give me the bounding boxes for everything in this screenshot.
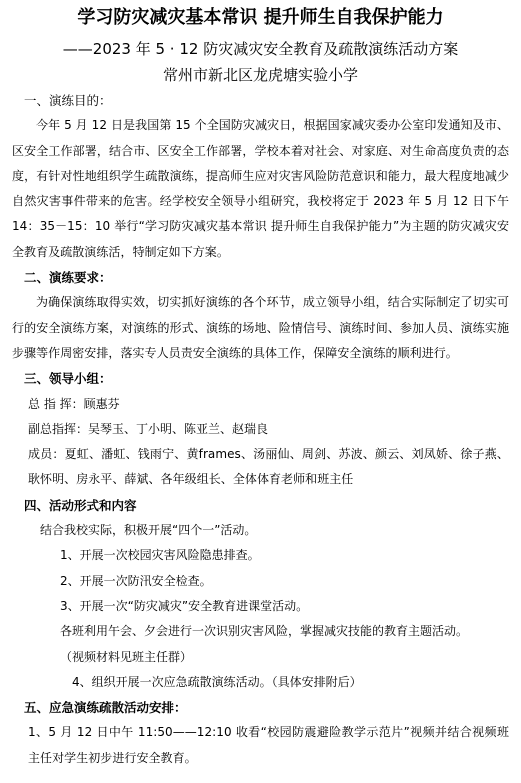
evacuation-paragraph: 1、5 月 12 日中午 11:50——12:10 收看“校园防震避险教学示范片”视频并结合视频班主任对学生初步进行安全教育。: [28, 725, 509, 765]
document-title: 学习防灾减灾基本常识 提升师生自我保护能力: [77, 7, 444, 28]
activities-intro: 结合我校实际，积极开展“四个一”活动。: [40, 523, 257, 538]
activity-item-2: 2、开展一次防汛安全检查。: [60, 573, 212, 588]
team-members: 成员：夏虹、潘虹、钱雨宁、黄frames、汤丽仙、周剑、苏波、颜云、刘凤娇、徐子燕、耿怀明、房永平、薛斌、各年级组长、全体体育老师和班主任: [28, 447, 509, 487]
section-heading-evacuation: 五、应急演练疏散活动安排：: [24, 700, 187, 716]
activity-item-3-note: （视频材料见班主任群）: [60, 649, 193, 664]
activity-item-1: 1、开展一次校园灾害风险隐患排查。: [60, 548, 260, 563]
section-heading-leadership: 三、领导小组：: [24, 371, 112, 387]
document-subtitle: ——2023 年 5 · 12 防灾减灾安全教育及疏散演练活动方案: [62, 40, 459, 58]
deputy-commanders: 副总指挥：吴琴玉、丁小明、陈亚兰、赵瑞良: [28, 421, 269, 436]
purpose-paragraph: 今年 5 月 12 日是我国第 15 个全国防灾减灾日，根据国家减灾委办公室印发通知及市、区安全工作部署，结合市、区安全工作部署，学校本着对社会、对家庭、对生命高度负责的态度，有针对性地组织学生疏散演练，提高师生应对灾害风险防范意识和能力，最大程度地减少自然灾害事件带来的危害。经学校安全领导小组研究，我校将定于 2023 年 5 月 12 日下午 14：35－15：10 举行“学习防灾减灾基本常识 提升师生自我保护能力”为主题的防灾减灾安全教育及疏散演练活，特制定如下方案。: [12, 118, 509, 259]
activity-item-4: 4、组织开展一次应急疏散演练活动。（具体安排附后）: [72, 674, 362, 689]
activity-item-3-detail: 各班利用午会、夕会进行一次识别灾害风险，掌握减灾技能的教育主题活动。: [60, 624, 469, 639]
activity-item-3: 3、开展一次“防灾减灾”安全教育进课堂活动。: [60, 598, 309, 613]
section-heading-requirements: 二、演练要求：: [24, 270, 112, 286]
section-heading-purpose: 一、演练目的：: [24, 93, 112, 108]
requirements-paragraph: 为确保演练取得实效，切实抓好演练的各个环节，成立领导小组，结合实际制定了切实可行的安全演练方案，对演练的形式、演练的场地、险情信号、演练时间、参加人员、演练实施步骤等作周密安排，落实专人员责安全演练的具体工作，保障安全演练的顺利进行。: [12, 295, 509, 360]
section-heading-activities: 四、活动形式和内容: [24, 497, 137, 513]
chief-commander: 总 指 挥：顾惠芬: [28, 396, 120, 411]
school-name: 常州市新北区龙虎塘实验小学: [162, 66, 358, 84]
